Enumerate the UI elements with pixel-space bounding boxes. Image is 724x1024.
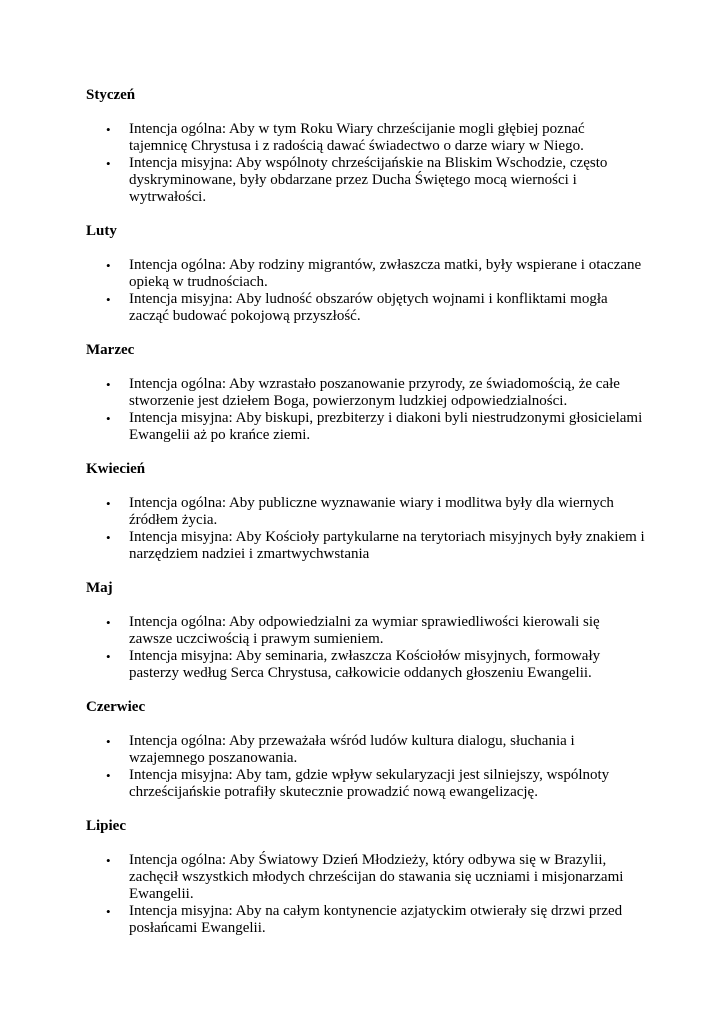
mission-intention — [86, 155, 646, 206]
general-intention — [86, 852, 646, 903]
month-section-july — [86, 817, 646, 937]
month-title: Lipiec — [86, 818, 126, 834]
mission-intention — [86, 291, 646, 325]
intention-text: Intencja misyjna: Aby biskupi, prezbiterzy i diakoni byli niestrudzonymi głosicielami Ewangelii aż po krańce ziemi. — [129, 410, 643, 443]
intention-text: Intencja ogólna: Aby przeważała wśród ludów kultura dialogu, słuchania i wzajemnego poszanowania. — [129, 733, 575, 766]
bullet-icon: • — [106, 292, 111, 307]
bullet-icon: • — [106, 377, 111, 392]
bullet-icon: • — [106, 615, 111, 630]
month-section-january — [86, 86, 646, 206]
bullet-icon: • — [106, 496, 111, 511]
intention-text: Intencja ogólna: Aby wzrastało poszanowanie przyrody, ze świadomością, że całe stworzenie jest dziełem Boga, powierzonym ludzkiej odpowiedzialności. — [129, 376, 620, 409]
bullet-icon: • — [106, 156, 111, 171]
intention-list — [86, 376, 646, 444]
bullet-icon: • — [106, 411, 111, 426]
intention-text: Intencja ogólna: Aby odpowiedzialni za wymiar sprawiedliwości kierowali się zawsze uczciwością i prawym sumieniem. — [129, 614, 600, 647]
month-section-april — [86, 460, 646, 563]
intention-text: Intencja misyjna: Aby Kościoły partykularne na terytoriach misyjnych były znakiem i narzędziem nadziei i zmartwychwstania — [129, 529, 645, 562]
intention-text: Intencja misyjna: Aby na całym kontynencie azjatyckim otwierały się drzwi przed posłańcami Ewangelii. — [129, 903, 623, 936]
document-page — [86, 86, 646, 953]
month-section-february — [86, 222, 646, 325]
month-section-may — [86, 579, 646, 682]
bullet-icon: • — [106, 768, 111, 783]
general-intention — [86, 614, 646, 648]
month-section-june — [86, 698, 646, 801]
mission-intention — [86, 648, 646, 682]
month-title: Marzec — [86, 342, 135, 358]
general-intention — [86, 257, 646, 291]
month-title: Kwiecień — [86, 461, 146, 477]
mission-intention — [86, 767, 646, 801]
intention-list — [86, 495, 646, 563]
bullet-icon: • — [106, 904, 111, 919]
intention-text: Intencja ogólna: Aby w tym Roku Wiary chrześcijanie mogli głębiej poznać tajemnicę Chrystusa i z radością dawać świadectwo o darze wiary w Niego. — [129, 121, 585, 154]
bullet-icon: • — [106, 734, 111, 749]
mission-intention — [86, 529, 646, 563]
intention-list — [86, 852, 646, 937]
intention-text: Intencja misyjna: Aby ludność obszarów objętych wojnami i konfliktami mogła zacząć budować pokojową przyszłość. — [129, 291, 608, 324]
general-intention — [86, 495, 646, 529]
bullet-icon: • — [106, 530, 111, 545]
intention-list — [86, 733, 646, 801]
intention-text: Intencja misyjna: Aby tam, gdzie wpływ sekularyzacji jest silniejszy, wspólnoty chrześcijańskie potrafiły skutecznie prowadzić nową ewangelizację. — [129, 767, 610, 800]
bullet-icon: • — [106, 122, 111, 137]
intention-list — [86, 121, 646, 206]
month-title: Luty — [86, 223, 117, 239]
intention-text: Intencja misyjna: Aby seminaria, zwłaszcza Kościołów misyjnych, formowały pasterzy według Serca Chrystusa, całkowicie oddanych głoszeniu Ewangelii. — [129, 648, 601, 681]
month-title: Styczeń — [86, 87, 136, 103]
intention-text: Intencja misyjna: Aby wspólnoty chrześcijańskie na Bliskim Wschodzie, często dyskryminowane, były obdarzane przez Ducha Świętego mocą wierności i wytrwałości. — [129, 155, 608, 205]
bullet-icon: • — [106, 649, 111, 664]
intention-text: Intencja ogólna: Aby rodziny migrantów, zwłaszcza matki, były wspierane i otaczane opieką w trudnościach. — [129, 257, 642, 290]
month-title: Czerwiec — [86, 699, 146, 715]
month-title: Maj — [86, 580, 113, 596]
bullet-icon: • — [106, 258, 111, 273]
mission-intention — [86, 410, 646, 444]
intention-text: Intencja ogólna: Aby publiczne wyznawanie wiary i modlitwa były dla wiernych źródłem życia. — [129, 495, 614, 528]
month-section-march — [86, 341, 646, 444]
general-intention — [86, 733, 646, 767]
bullet-icon: • — [106, 853, 111, 868]
mission-intention — [86, 903, 646, 937]
general-intention — [86, 376, 646, 410]
intention-list — [86, 614, 646, 682]
general-intention — [86, 121, 646, 155]
intention-text: Intencja ogólna: Aby Światowy Dzień Młodzieży, który odbywa się w Brazylii, zachęcił wszystkich młodych chrześcijan do stawania się uczniami i misjonarzami Ewangelii. — [129, 852, 624, 902]
intention-list — [86, 257, 646, 325]
